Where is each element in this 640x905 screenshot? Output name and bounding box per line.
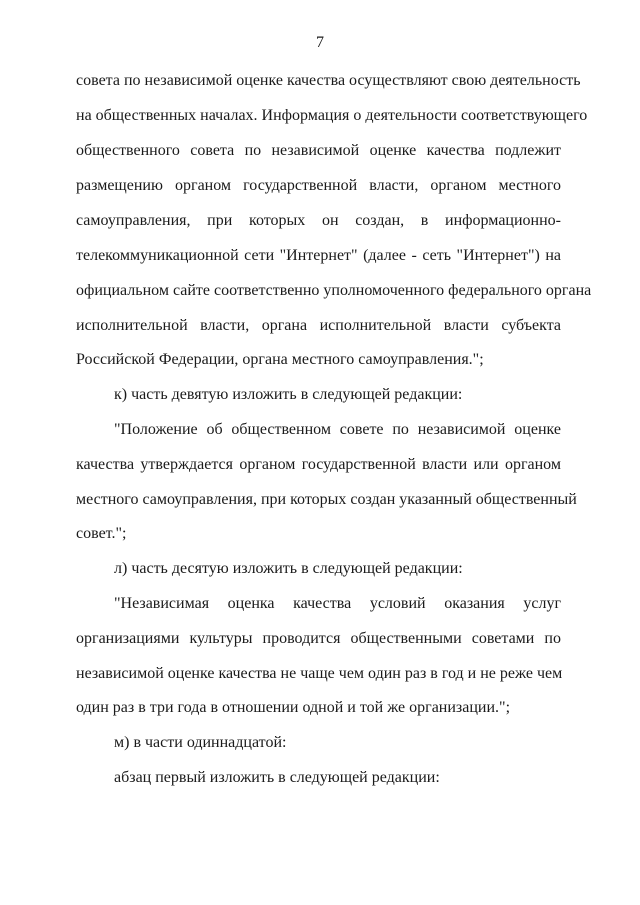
item-heading-l: л) часть десятую изложить в следующей редакции: — [114, 560, 463, 577]
text-line: организациями культуры проводится общественными советами по — [76, 630, 561, 647]
text-line: "Положение об общественном совете по независимой оценке — [114, 421, 561, 438]
text-line: на общественных началах. Информация о деятельности соответствующего — [76, 107, 588, 124]
text-line: исполнительной власти, органа исполнительной власти субъекта — [76, 317, 561, 334]
text-line: совет."; — [76, 525, 127, 542]
text-line: Российской Федерации, органа местного самоуправления."; — [76, 351, 484, 368]
text-line: официальном сайте соответственно уполномоченного федерального органа — [76, 282, 592, 299]
text-line: один раз в три года в отношении одной и той же организации."; — [76, 699, 511, 716]
text-line: размещению органом государственной власти, органом местного — [76, 177, 561, 194]
text-line: местного самоуправления, при которых создан указанный общественный — [76, 491, 577, 508]
text-line: абзац первый изложить в следующей редакции: — [114, 769, 440, 786]
item-heading-m: м) в части одиннадцатой: — [114, 734, 287, 751]
item-heading-k: к) часть девятую изложить в следующей редакции: — [114, 386, 463, 403]
page-number: 7 — [316, 34, 324, 51]
text-line: общественного совета по независимой оценке качества подлежит — [76, 142, 561, 159]
text-line: "Независимая оценка качества условий оказания услуг — [114, 595, 561, 612]
text-line: совета по независимой оценке качества осуществляют свою деятельность — [76, 72, 581, 89]
text-line: телекоммуникационной сети "Интернет" (далее - сеть "Интернет") на — [76, 247, 561, 264]
text-line: качества утверждается органом государственной власти или органом — [76, 456, 561, 473]
text-line: самоуправления, при которых он создан, в информационно- — [76, 212, 561, 229]
text-line: независимой оценке качества не чаще чем один раз в год и не реже чем — [76, 665, 563, 682]
